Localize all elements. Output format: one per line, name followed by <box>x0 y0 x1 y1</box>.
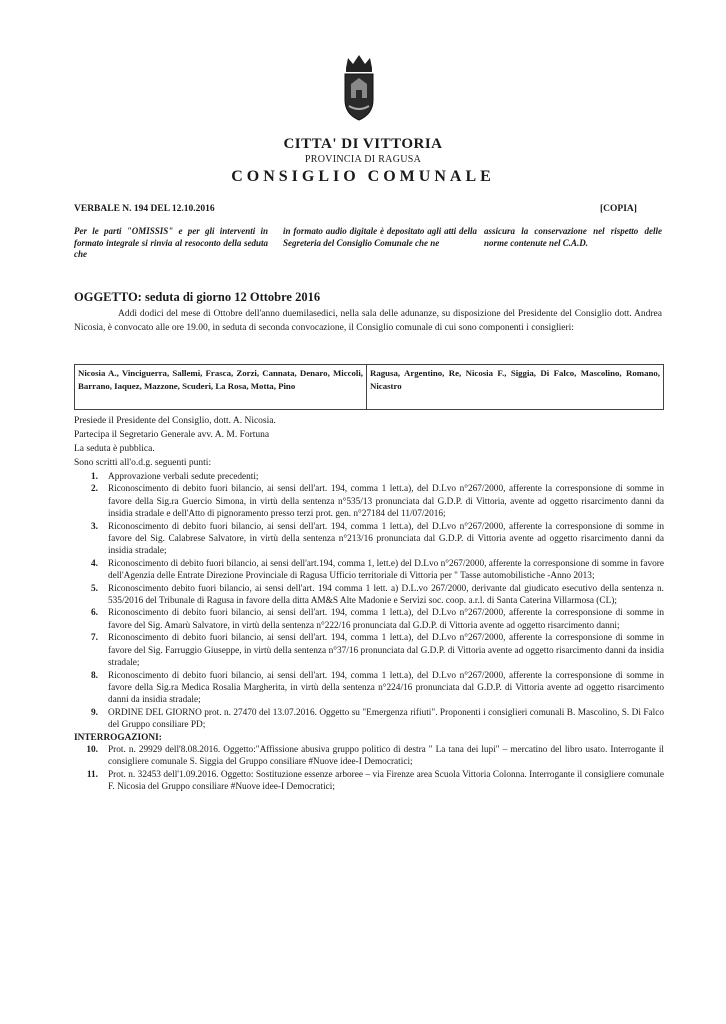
agenda-item-text: Prot. n. 32453 dell'1.09.2016. Oggetto: Sostituzione essenze arboree – via Firenze area Scuola Vittoria Colonna. Interrogante il consigliere comunale F. Nicosia del Gruppo consiliare #Nuove idee-I Democratici; <box>108 769 664 793</box>
agenda-item-text: Riconoscimento debito fuori bilancio, ai sensi dell'art. 194 comma 1 lett. a) D.L.vo 267/2000, derivante dal giudicato esecutivo della sentenza n. 535/2016 del Tribunale di Ragusa in favore della ditta AM&S Alte Madonie e Servizi soc. coop. a.r.l. di Santa Caterina Villarmosa (CL); <box>108 583 664 607</box>
note-column-3: assicura la conservazione nel rispetto delle norme contenute nel C.A.D. <box>484 226 662 248</box>
council-title: CONSIGLIO COMUNALE <box>231 168 495 185</box>
agenda-item <box>74 471 664 483</box>
agenda-item <box>74 744 664 769</box>
agenda-item <box>74 483 664 520</box>
note-column-1: Per le parti "OMISSIS" e per gli interventi in formato integrale si rinvia al resoconto della seduta che <box>74 226 268 259</box>
agenda-item-number: 1. <box>91 472 98 482</box>
municipal-crest-icon <box>342 52 376 124</box>
agenda-item-number: 4. <box>91 558 98 569</box>
agenda-item <box>74 707 664 732</box>
agenda-item-number: 2. <box>91 484 98 495</box>
agenda-item <box>74 607 664 632</box>
agenda-item-number: 7. <box>91 633 98 644</box>
agenda-item-number: 11. <box>86 769 98 780</box>
intro-paragraph: Addì dodici del mese di Ottobre dell'anno duemilasedici, nella sala delle adunanze, su disposizione del Presidente del Consiglio dott. Andrea Nicosia, è convocato alle ore 19.00, in seduta di seconda convocazione, il Consiglio comunale di cui sono componenti i consiglieri: <box>74 309 662 333</box>
members-table <box>74 364 664 410</box>
agenda-item-text: Riconoscimento di debito fuori bilancio, ai sensi dell'art. 194, comma 1 lett.a), del D.Lvo n°267/2000, afferente la corresponsione di somme in favore del Sig. Farruggio Giuseppe, in virtù della sentenza n°37/16 pronunciata dal G.D.P. di Vittoria avente ad oggetto risarcimento danni da insidia stradale; <box>108 633 664 669</box>
public-session-line: La seduta è pubblica. <box>74 444 155 454</box>
agenda-item <box>74 521 664 558</box>
agenda-item-number: 3. <box>91 521 98 532</box>
province-subtitle: PROVINCIA DI RAGUSA <box>304 154 422 165</box>
agenda-item-number: 9. <box>91 707 98 718</box>
agenda-item <box>74 769 664 794</box>
members-right-cell: Ragusa, Argentino, Re, Nicosia F., Siggia, Di Falco, Mascolino, Romano, Nicastro <box>370 368 660 391</box>
agenda-item-text: Riconoscimento di debito fuori bilancio, ai sensi dell'art. 194, comma 1 lett.a), del D.Lvo n°267/2000, afferente la corresponsione di somme in favore del Sig. Calabrese Salvatore, in virtù della sentenza n°213/16 pronunciata dal G.D.P. di Vittoria avente ad oggetto risarcimento danni da insidia stradale; <box>108 521 664 557</box>
agenda-item <box>74 558 664 583</box>
agenda-item-text: ORDINE DEL GIORNO prot. n. 27470 del 13.07.2016. Oggetto su "Emergenza rifiuti". Proponenti i consiglieri comunali B. Mascolino, S. Di Falco del Gruppo consiliare PD; <box>108 707 664 731</box>
city-title: CITTA' DI VITTORIA <box>283 136 443 152</box>
note-column-2: in formato audio digitale è depositato agli atti della Segreteria del Consiglio Comunale che ne <box>283 226 477 248</box>
agenda-item-number: 8. <box>91 670 98 681</box>
agenda-intro-line: Sono scritti all'o.d.g. seguenti punti: <box>74 458 212 468</box>
secretary-line: Partecipa il Segretario Generale avv. A. M. Fortuna <box>74 430 270 440</box>
presiding-line: Presiede il Presidente del Consiglio, dott. A. Nicosia. <box>74 416 276 426</box>
copy-label: [COPIA] <box>600 204 637 214</box>
agenda-item-number: 5. <box>91 583 98 594</box>
verbale-number: VERBALE N. 194 DEL 12.10.2016 <box>74 204 215 214</box>
agenda-item <box>74 670 664 707</box>
agenda-item-text: Approvazione verbali sedute precedenti; <box>108 472 259 482</box>
agenda-item-text: Prot. n. 29929 dell'8.08.2016. Oggetto:"Affissione abusiva gruppo politico di destra " La tana dei lupi" – mercatino del libro usato. Interrogante il consigliere comunale S. Siggia del Gruppo consiliare #Nuove idee-I Democratici; <box>108 744 664 768</box>
members-left-cell: Nicosia A., Vinciguerra, Sallemi, Frasca, Zorzi, Cannata, Denaro, Miccoli, Barrano, Iaquez, Mazzone, Scuderi, La Rosa, Motta, Pino <box>75 365 367 409</box>
agenda-item-text: Riconoscimento di debito fuori bilancio, ai sensi dell'art. 194, comma 1 lett.a), del D.Lvo n°267/2000, afferente la corresponsione di somme in favore della Sig.ra Guercio Simona, in virtù della sentenza n°535/13 pronunciata dal G.D.P. di Vittoria, avente ad oggetto risarcimento danni da insidia stradale e dell'Atto di pignoramento presso terzi prot. gen. n°27184 del 11/07/2016; <box>108 484 664 520</box>
subject-heading: OGGETTO: seduta di giorno 12 Ottobre 2016 <box>74 290 321 304</box>
agenda-item-text: Riconoscimento di debito fuori bilancio, ai sensi dell'art.194, comma 1, lett.e) del D.Lvo n°267/2000, afferente la corresponsione di somme in favore dell'Agenzia delle Entrate Direzione Provinciale di Ragusa Ufficio territoriale di Vittoria per " Tasse automobilistiche -Anno 2013; <box>108 558 664 582</box>
agenda-item-text: Riconoscimento di debito fuori bilancio, ai sensi dell'art. 194, comma 1 lett.a), del D.Lvo n°267/2000, afferente la corresponsione di somme in favore della Sig.ra Medica Rosalia Margherita, in virtù della sentenza n°224/16 pronunciata dal G.D.P. di Vittoria avente ad oggetto risarcimento danni da insidia stradale; <box>108 670 664 706</box>
interrogations-heading: INTERROGAZIONI: <box>74 732 162 743</box>
agenda-item-number: 6. <box>91 608 98 619</box>
agenda-list <box>74 471 664 794</box>
agenda-item <box>74 583 664 608</box>
agenda-item <box>74 632 664 669</box>
agenda-item-number: 10. <box>86 744 98 755</box>
agenda-item-text: Riconoscimento di debito fuori bilancio, ai sensi dell'art. 194, comma 1 lett.a), del D.Lvo n°267/2000, afferente la corresponsione di somme in favore del Sig. Amarù Salvatore, in virtù della sentenza n°222/16 pronunciata dal G.D.P. di Vittoria avente ad oggetto risarcimento danni; <box>108 608 664 631</box>
